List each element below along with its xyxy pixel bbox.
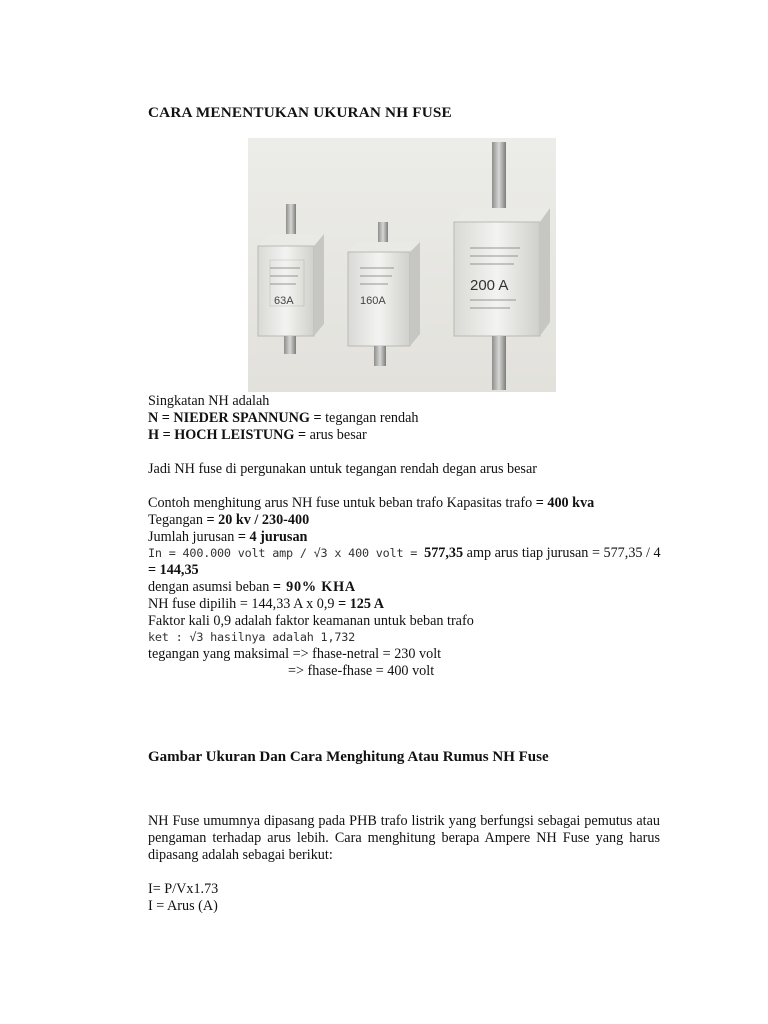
example-line-3: Jumlah jurusan = 4 jurusan (148, 528, 308, 545)
example-line-7: NH fuse dipilih = 144,33 A x 0,9 = 125 A (148, 595, 384, 612)
example-line-5: = 144,35 (148, 562, 199, 579)
fuse-rating-63a: 63A (274, 295, 294, 307)
usage-text: Jadi NH fuse di pergunakan untuk tegangan rendah degan arus besar (148, 461, 537, 477)
formula-block (148, 881, 660, 915)
usage-line (148, 461, 660, 478)
abbr-n: N = NIEDER SPANNUNG = tegangan rendah (148, 409, 419, 426)
formula-1: I= P/Vx1.73 (148, 881, 219, 897)
example-line-11: => fhase-fhase = 400 volt (288, 662, 435, 679)
example-block (148, 495, 660, 680)
fuse-rating-200a: 200 A (470, 277, 509, 294)
formula-2: I = Arus (A) (148, 897, 218, 914)
section2-heading: Gambar Ukuran Dan Cara Menghitung Atau Rumus NH Fuse (148, 749, 549, 765)
nh-fuse-photo (248, 138, 556, 392)
example-line-2: Tegangan = 20 kv / 230-400 (148, 511, 310, 528)
example-line-1: Contoh menghitung arus NH fuse untuk beban trafo Kapasitas trafo = 400 kva (148, 495, 595, 511)
example-line-4: In = 400.000 volt amp / √3 x 400 volt = 577,35 amp arus tiap jurusan = 577,35 / 4 (148, 545, 661, 562)
example-line-9: ket : √3 hasilnya adalah 1,732 (148, 630, 356, 645)
fuse-160a (348, 222, 420, 366)
abbreviation-block (148, 393, 660, 443)
fuse-rating-160a: 160A (360, 295, 386, 307)
abbr-h: H = HOCH LEISTUNG = arus besar (148, 426, 367, 443)
example-line-8: Faktor kali 0,9 adalah faktor keamanan untuk beban trafo (148, 612, 474, 629)
document-title: CARA MENENTUKAN UKURAN NH FUSE (148, 104, 452, 121)
example-line-10: tegangan yang maksimal => fhase-netral = 230 volt (148, 646, 442, 663)
example-line-6: dengan asumsi beban = 90% KHA (148, 578, 356, 595)
section2-paragraph: NH Fuse umumnya dipasang pada PHB trafo listrik yang berfungsi sebagai pemutus atau pengaman terhadap arus lebih. Cara menghitung berapa Ampere NH Fuse yang harus dipasang adalah sebagai berikut: (148, 813, 660, 863)
abbr-intro: Singkatan NH adalah (148, 393, 270, 409)
